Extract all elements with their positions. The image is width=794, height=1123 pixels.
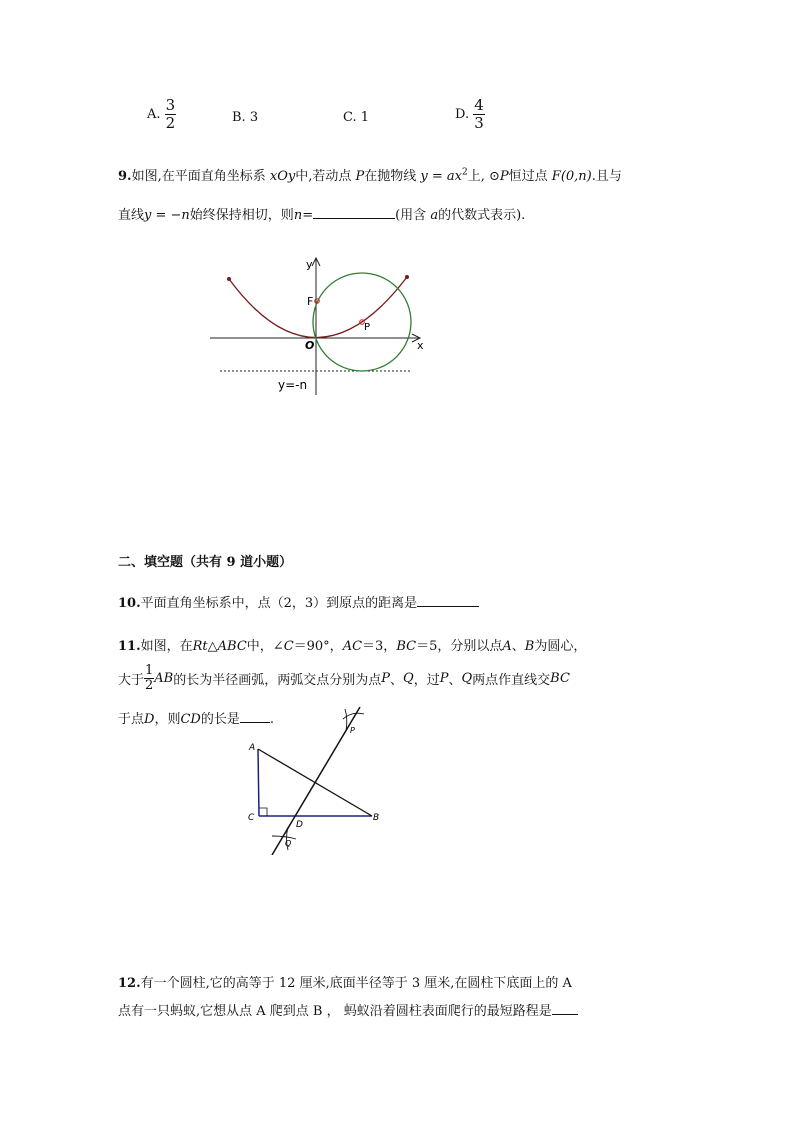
label-f: F: [307, 295, 314, 308]
label-b: B: [373, 813, 380, 823]
parabola-endpoint-right: [405, 275, 409, 279]
option-a-fraction: [165, 97, 177, 132]
q11-q: Q: [403, 671, 414, 686]
q11-half-denominator: 2: [145, 678, 154, 693]
q11-text: 于点: [118, 712, 145, 727]
q11-period: .: [269, 712, 274, 727]
q11-d: D: [144, 712, 155, 727]
option-b-value: 3: [249, 110, 259, 125]
q9-number: 9.: [118, 169, 132, 184]
option-a: [147, 97, 176, 132]
option-d-numerator: 4: [474, 96, 484, 114]
q9-text: 直线: [118, 208, 145, 223]
q11-text: ，则: [154, 712, 181, 727]
q11-cd: CD: [180, 712, 201, 727]
option-c-label: C.: [343, 110, 357, 125]
q11-triangle: Rt△ABC: [192, 639, 247, 654]
arc-p-2: [345, 709, 347, 731]
q11-text: ＝90°，: [293, 639, 343, 654]
figure-11: [244, 705, 384, 855]
label-p: P: [350, 726, 355, 735]
q9-text: 上,: [467, 169, 485, 184]
q9-equals: =: [302, 208, 314, 223]
figure-9: [205, 252, 430, 400]
q11-text: 中，∠: [246, 639, 284, 654]
q11-sep: 、: [448, 673, 462, 688]
option-b: [232, 110, 258, 125]
q9-line1: [118, 165, 622, 184]
q9-point-f: F(0,n): [551, 169, 592, 184]
q9-text: 如图,在平面直角坐标系: [131, 169, 266, 184]
q9-point-p: P: [355, 169, 365, 184]
q11-text: 的长为半径画弧，两弧交点分别为点: [173, 673, 382, 688]
q11-p: P: [439, 671, 449, 686]
q11-bc: BC: [550, 671, 570, 686]
q10-answer-blank[interactable]: [417, 593, 479, 607]
parabola-endpoint-left: [227, 277, 231, 281]
side-ac: [258, 749, 259, 816]
q11-text: 大于: [118, 673, 145, 688]
q10-text: 平面直角坐标系中，点（2，3）到原点的距离是: [140, 596, 418, 611]
q9-circle-p: ⊙P: [489, 169, 509, 184]
q11-text: ＝3，: [362, 639, 397, 654]
q11-ab: AB: [154, 671, 174, 686]
label-o: O: [305, 339, 315, 352]
q11-sep: 、: [511, 639, 525, 654]
option-d-label: D.: [455, 107, 470, 122]
q9-exponent: 2: [461, 167, 468, 178]
option-b-label: B.: [232, 110, 246, 125]
parabola-curve: [229, 277, 407, 338]
q12-text: 点有一只蚂蚁,它想从点 A 爬到点 B ， 蚂蚁沿着圆柱表面爬行的最短路程是: [118, 1004, 552, 1019]
q11-sep: 、: [390, 673, 404, 688]
q11-text: ＝5，分别以点: [416, 639, 503, 654]
q10: [118, 592, 479, 611]
label-c: C: [248, 813, 255, 823]
q11-ac: AC: [342, 639, 363, 654]
option-c-value: 1: [360, 110, 370, 125]
q9-parabola: y = ax: [420, 169, 462, 184]
q9-text: 中,若动点: [295, 169, 352, 184]
option-c: [343, 110, 369, 125]
q11-text: 如图，在: [140, 639, 193, 654]
section-heading: 二、填空题（共有 9 道小题）: [118, 555, 293, 570]
q9-text: .且与: [591, 169, 622, 184]
q9-text: (用含: [395, 208, 427, 223]
q11-q: Q: [461, 671, 473, 686]
q12-line1: [118, 972, 572, 991]
label-p: P: [364, 322, 371, 333]
label-q: Q: [285, 839, 292, 848]
option-d-fraction: [473, 97, 485, 132]
q9-a: a: [430, 208, 439, 223]
q11-half-fraction: [144, 664, 154, 693]
right-angle-mark: [259, 808, 267, 816]
option-a-label: A.: [147, 107, 161, 122]
q9-text: 始终保持相切，则: [189, 208, 294, 223]
q11-b: B: [524, 639, 535, 654]
option-d-denominator: 3: [474, 114, 484, 132]
label-x: x: [417, 339, 424, 352]
q11-line1: [118, 635, 586, 654]
q9-answer-blank[interactable]: [313, 205, 395, 219]
q9-xoy: xOy: [269, 169, 296, 184]
arc-q-1: [272, 836, 296, 839]
option-a-denominator: 2: [165, 114, 176, 132]
q10-number: 10.: [118, 596, 141, 611]
q9-text: 在抛物线: [364, 169, 417, 184]
option-a-numerator: 3: [165, 96, 176, 114]
q9-text: 的代数式表示).: [438, 208, 526, 223]
q11-text: 的长是: [200, 712, 240, 727]
q11-half-numerator: 1: [145, 663, 154, 678]
q11-text: ，过: [413, 673, 440, 688]
q9-line2: [118, 204, 525, 223]
q11-p: P: [381, 671, 391, 686]
q11-text: 为圆心，: [534, 639, 587, 654]
bisector-line: [269, 707, 360, 855]
q11-text: 两点作直线交: [472, 673, 551, 688]
q9-n: n: [293, 208, 303, 223]
q12-number: 12.: [118, 976, 141, 991]
q9-text: 恒过点: [508, 169, 548, 184]
option-d: [455, 97, 485, 132]
q11-line2: [118, 664, 570, 693]
label-d: D: [296, 820, 303, 830]
label-y: y: [306, 258, 313, 271]
q11-bc: BC: [396, 639, 417, 654]
q11-c: C: [283, 639, 294, 654]
q12-line2: [118, 1000, 578, 1019]
q9-line-eq: y = −n: [144, 208, 190, 223]
q12-text: 有一个圆柱,它的高等于 12 厘米,底面半径等于 3 厘米,在圆柱下底面上的 A: [140, 976, 572, 991]
q12-answer-blank[interactable]: [552, 1001, 578, 1015]
q11-a: A: [502, 639, 512, 654]
label-line: y=-n: [278, 378, 308, 392]
q11-number: 11.: [118, 639, 141, 654]
label-a: A: [249, 743, 256, 753]
